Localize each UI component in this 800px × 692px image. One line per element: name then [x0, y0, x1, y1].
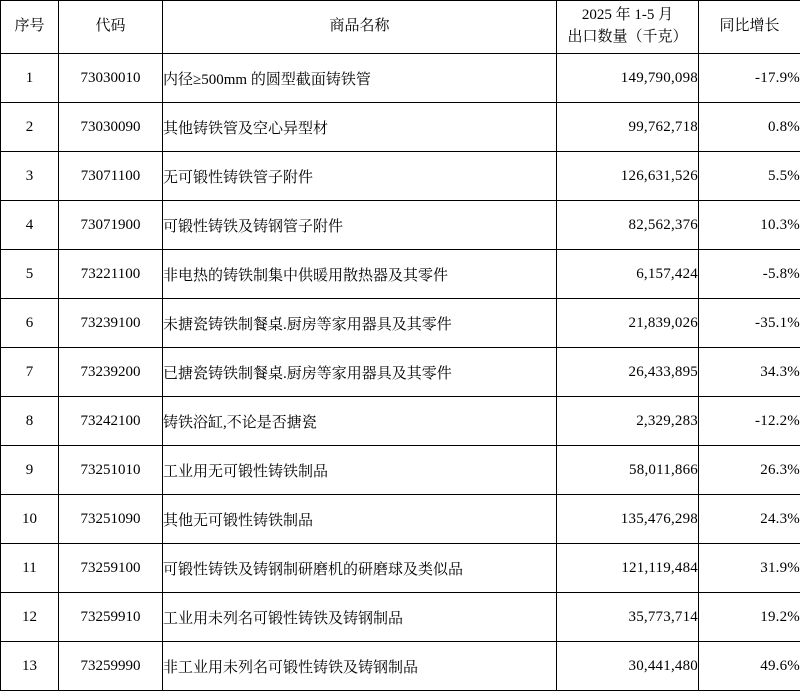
cell-product-name: 已搪瓷铸铁制餐桌.厨房等家用器具及其零件	[163, 348, 557, 397]
table-header-row	[1, 1, 800, 54]
cell-sequence: 5	[1, 250, 59, 299]
cell-sequence: 13	[1, 642, 59, 691]
column-header-sequence: 序号	[1, 1, 59, 54]
table-body	[1, 54, 800, 691]
cell-export-quantity: 126,631,526	[557, 152, 699, 201]
cell-product-name: 未搪瓷铸铁制餐桌.厨房等家用器具及其零件	[163, 299, 557, 348]
cell-sequence: 2	[1, 103, 59, 152]
cell-export-quantity: 26,433,895	[557, 348, 699, 397]
table-header	[1, 1, 800, 54]
cell-yoy-growth: 0.8%	[699, 103, 800, 152]
cell-sequence: 7	[1, 348, 59, 397]
cell-code: 73259100	[59, 544, 163, 593]
cell-export-quantity: 121,119,484	[557, 544, 699, 593]
cell-export-quantity: 58,011,866	[557, 446, 699, 495]
cell-product-name: 可锻性铸铁及铸钢制研磨机的研磨球及类似品	[163, 544, 557, 593]
cell-product-name: 内径≥500mm 的圆型截面铸铁管	[163, 54, 557, 103]
cell-sequence: 3	[1, 152, 59, 201]
column-header-export-quantity: 2025 年 1-5 月 出口数量（千克）	[557, 1, 699, 54]
cell-export-quantity: 149,790,098	[557, 54, 699, 103]
cell-yoy-growth: -5.8%	[699, 250, 800, 299]
cell-code: 73251010	[59, 446, 163, 495]
table-row	[1, 397, 800, 446]
cell-sequence: 11	[1, 544, 59, 593]
cell-export-quantity: 30,441,480	[557, 642, 699, 691]
cell-yoy-growth: 24.3%	[699, 495, 800, 544]
cell-sequence: 4	[1, 201, 59, 250]
cell-yoy-growth: 19.2%	[699, 593, 800, 642]
cell-sequence: 8	[1, 397, 59, 446]
cell-code: 73239200	[59, 348, 163, 397]
cell-export-quantity: 82,562,376	[557, 201, 699, 250]
cell-yoy-growth: 26.3%	[699, 446, 800, 495]
column-header-product-name: 商品名称	[163, 1, 557, 54]
cell-code: 73071900	[59, 201, 163, 250]
cell-code: 73221100	[59, 250, 163, 299]
cell-yoy-growth: 10.3%	[699, 201, 800, 250]
cell-product-name: 无可锻性铸铁管子附件	[163, 152, 557, 201]
cell-yoy-growth: -12.2%	[699, 397, 800, 446]
cell-export-quantity: 6,157,424	[557, 250, 699, 299]
cell-yoy-growth: -35.1%	[699, 299, 800, 348]
table-row	[1, 446, 800, 495]
table-row	[1, 103, 800, 152]
table-row	[1, 544, 800, 593]
cell-export-quantity: 2,329,283	[557, 397, 699, 446]
cell-sequence: 9	[1, 446, 59, 495]
cell-yoy-growth: 31.9%	[699, 544, 800, 593]
table-row	[1, 642, 800, 691]
cell-code: 73030010	[59, 54, 163, 103]
cell-sequence: 10	[1, 495, 59, 544]
cell-code: 73030090	[59, 103, 163, 152]
column-header-yoy-growth: 同比增长	[699, 1, 800, 54]
cell-code: 73259990	[59, 642, 163, 691]
cell-product-name: 可锻性铸铁及铸钢管子附件	[163, 201, 557, 250]
cell-product-name: 其他铸铁管及空心异型材	[163, 103, 557, 152]
cell-sequence: 12	[1, 593, 59, 642]
cell-export-quantity: 35,773,714	[557, 593, 699, 642]
cell-yoy-growth: 34.3%	[699, 348, 800, 397]
table-row	[1, 250, 800, 299]
cell-export-quantity: 99,762,718	[557, 103, 699, 152]
cell-product-name: 工业用无可锻性铸铁制品	[163, 446, 557, 495]
cell-sequence: 6	[1, 299, 59, 348]
column-header-code: 代码	[59, 1, 163, 54]
cell-export-quantity: 21,839,026	[557, 299, 699, 348]
cell-product-name: 非工业用未列名可锻性铸铁及铸钢制品	[163, 642, 557, 691]
table-row	[1, 299, 800, 348]
cell-code: 73251090	[59, 495, 163, 544]
cell-product-name: 其他无可锻性铸铁制品	[163, 495, 557, 544]
cell-export-quantity: 135,476,298	[557, 495, 699, 544]
table-row	[1, 54, 800, 103]
cell-code: 73239100	[59, 299, 163, 348]
cell-product-name: 非电热的铸铁制集中供暖用散热器及其零件	[163, 250, 557, 299]
cell-yoy-growth: 5.5%	[699, 152, 800, 201]
cell-yoy-growth: -17.9%	[699, 54, 800, 103]
cell-code: 73259910	[59, 593, 163, 642]
table-row	[1, 593, 800, 642]
table-row	[1, 152, 800, 201]
table-row	[1, 348, 800, 397]
table-row	[1, 495, 800, 544]
cell-code: 73071100	[59, 152, 163, 201]
cell-sequence: 1	[1, 54, 59, 103]
cell-product-name: 工业用未列名可锻性铸铁及铸钢制品	[163, 593, 557, 642]
cell-code: 73242100	[59, 397, 163, 446]
cell-yoy-growth: 49.6%	[699, 642, 800, 691]
cell-product-name: 铸铁浴缸,不论是否搪瓷	[163, 397, 557, 446]
table-row	[1, 201, 800, 250]
